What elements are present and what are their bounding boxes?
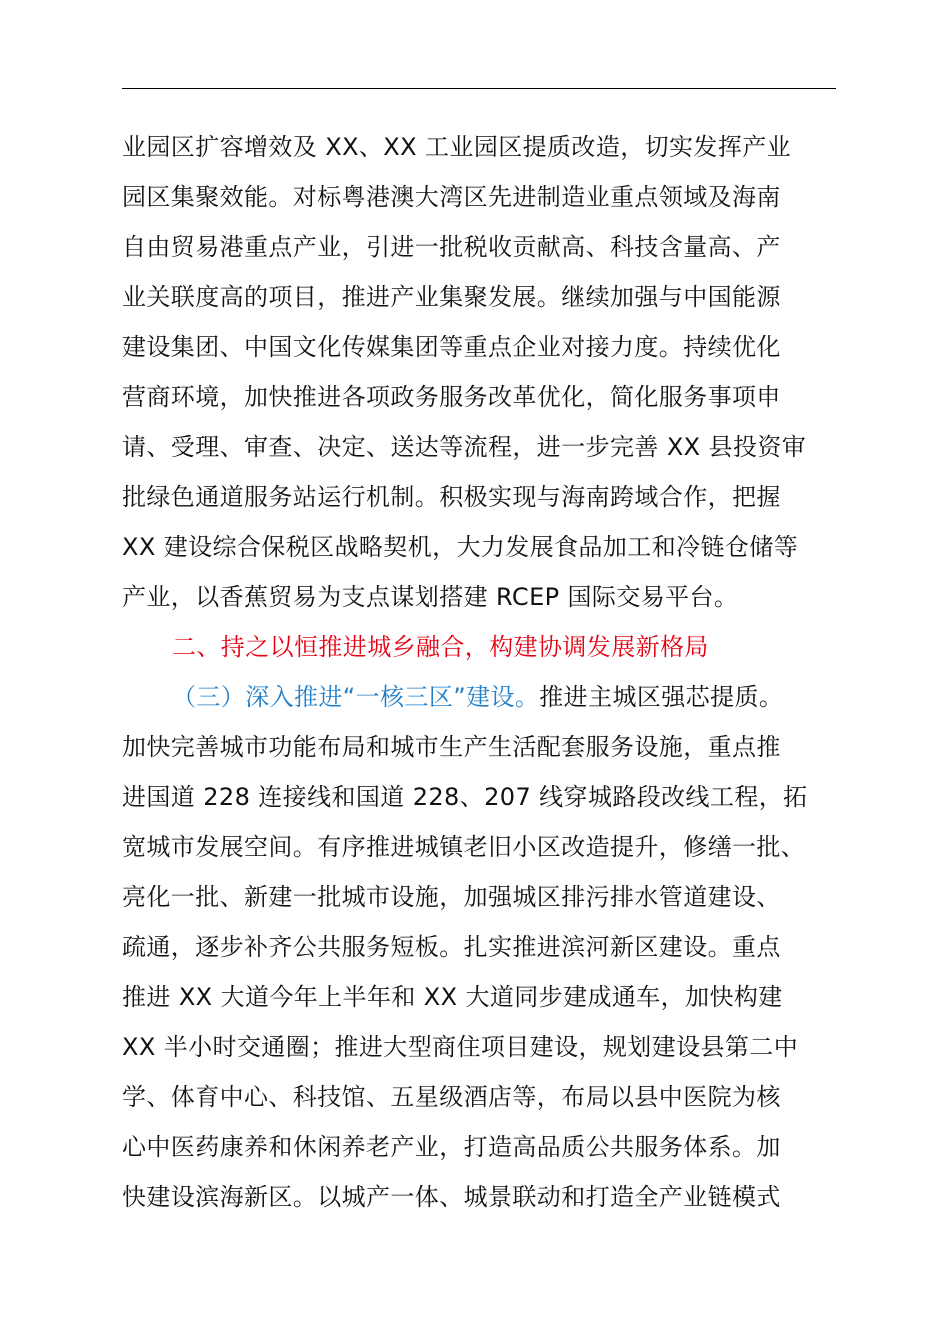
- subheading: （三）深入推进“一核三区”建设。: [172, 683, 540, 711]
- text-line: 推进 XX 大道今年上半年和 XX 大道同步建成通车，加快构建: [122, 983, 783, 1011]
- text-line: 批绿色通道服务站运行机制。积极实现与海南跨域合作，把握: [122, 483, 781, 511]
- text-line: 进国道 228 连接线和国道 228、207 线穿城路段改线工程，拓: [122, 783, 808, 811]
- text-line: 请、受理、审查、决定、送达等流程，进一步完善 XX 县投资审: [122, 433, 807, 461]
- document-body: [122, 122, 838, 1222]
- text-line: 疏通，逐步补齐公共服务短板。扎实推进滨河新区建设。重点: [122, 933, 781, 961]
- text-line: 产业，以香蕉贸易为支点谋划搭建 RCEP 国际交易平台。: [122, 583, 739, 611]
- text-line: 建设集团、中国文化传媒集团等重点企业对接力度。持续优化: [122, 333, 781, 361]
- text-line: 宽城市发展空间。有序推进城镇老旧小区改造提升，修缮一批、: [122, 833, 806, 861]
- subheading-line: [122, 672, 838, 722]
- subheading-rest: 推进主城区强芯提质。: [539, 683, 784, 711]
- text-line: 心中医药康养和休闲养老产业，打造高品质公共服务体系。加: [122, 1133, 781, 1161]
- paragraph-2: [122, 722, 838, 1222]
- text-line: 快建设滨海新区。以城产一体、城景联动和打造全产业链模式: [122, 1183, 781, 1211]
- text-line: XX 半小时交通圈；推进大型商住项目建设，规划建设县第二中: [122, 1033, 799, 1061]
- text-line: 自由贸易港重点产业，引进一批税收贡献高、科技含量高、产: [122, 233, 781, 261]
- text-line: 亮化一批、新建一批城市设施，加强城区排污排水管道建设、: [122, 883, 781, 911]
- text-line: XX 建设综合保税区战略契机，大力发展食品加工和冷链仓储等: [122, 533, 799, 561]
- text-line: 业关联度高的项目，推进产业集聚发展。继续加强与中国能源: [122, 283, 781, 311]
- text-line: 学、体育中心、科技馆、五星级酒店等，布局以县中医院为核: [122, 1083, 781, 1111]
- paragraph-1: [122, 122, 838, 622]
- text-line: 园区集聚效能。对标粤港澳大湾区先进制造业重点领域及海南: [122, 183, 781, 211]
- text-line: 营商环境，加快推进各项政务服务改革优化，简化服务事项申: [122, 383, 781, 411]
- text-line: 业园区扩容增效及 XX、XX 工业园区提质改造，切实发挥产业: [122, 133, 792, 161]
- text-line: 加快完善城市功能布局和城市生产生活配套服务设施，重点推: [122, 733, 781, 761]
- header-rule: [122, 88, 836, 89]
- section-heading: 二、持之以恒推进城乡融合，构建协调发展新格局: [172, 633, 709, 661]
